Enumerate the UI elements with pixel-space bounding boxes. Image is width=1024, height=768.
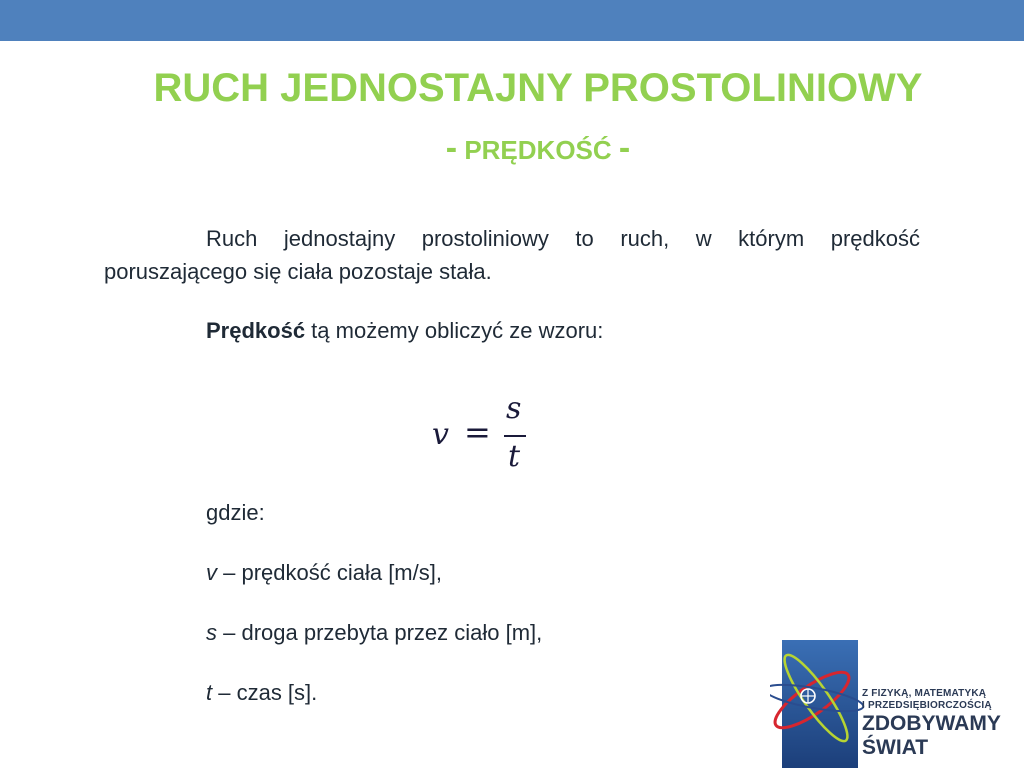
definition-symbol: v [206, 560, 217, 585]
definition-item-v [206, 556, 442, 589]
velocity-formula [428, 391, 538, 477]
formula-denominator: t [508, 439, 521, 474]
slide-title: RUCH JEDNOSTAJNY PROSTOLINIOWY [153, 66, 923, 110]
velocity-bold-term: Prędkość [206, 318, 306, 343]
slide-subtitle [0, 128, 1024, 170]
definition-symbol: t [206, 680, 213, 705]
definition-symbol: s [206, 620, 217, 645]
fraction-bar [504, 435, 526, 437]
definition-text: – czas [s]. [212, 680, 318, 705]
formula-lhs: v [432, 417, 449, 452]
logo-line-3: ZDOBYWAMY [862, 712, 1001, 735]
subtitle-dash-left: - [445, 129, 458, 167]
logo-line-1: Z FIZYKĄ, MATEMATYKĄ [862, 688, 987, 699]
definition-text: – prędkość ciała [m/s], [217, 560, 442, 585]
definition-text: – droga przebyta przez ciało [m], [217, 620, 543, 645]
definition-item-s [206, 616, 542, 649]
formula-numerator: s [506, 391, 522, 426]
where-label: gdzie: [206, 500, 265, 525]
formula-equals: = [464, 413, 491, 451]
formula-intro-paragraph [206, 314, 920, 347]
top-header-bar [0, 0, 1024, 41]
subtitle-text: PRĘDKOŚĆ [464, 135, 612, 165]
logo-line-2: I PRZEDSIĘBIORCZOŚCIĄ [862, 700, 992, 711]
logo-line-4: ŚWIAT [862, 736, 929, 759]
logo-text [862, 688, 1001, 760]
definition-paragraph: Ruch jednostajny prostoliniowy to ruch, w którym prędkość poruszającego się ciała pozostaje stała. [104, 226, 920, 284]
definition-item-t [206, 676, 317, 709]
formula-intro-text: tą możemy obliczyć ze wzoru: [305, 318, 604, 343]
subtitle-dash-right: - [618, 129, 631, 167]
